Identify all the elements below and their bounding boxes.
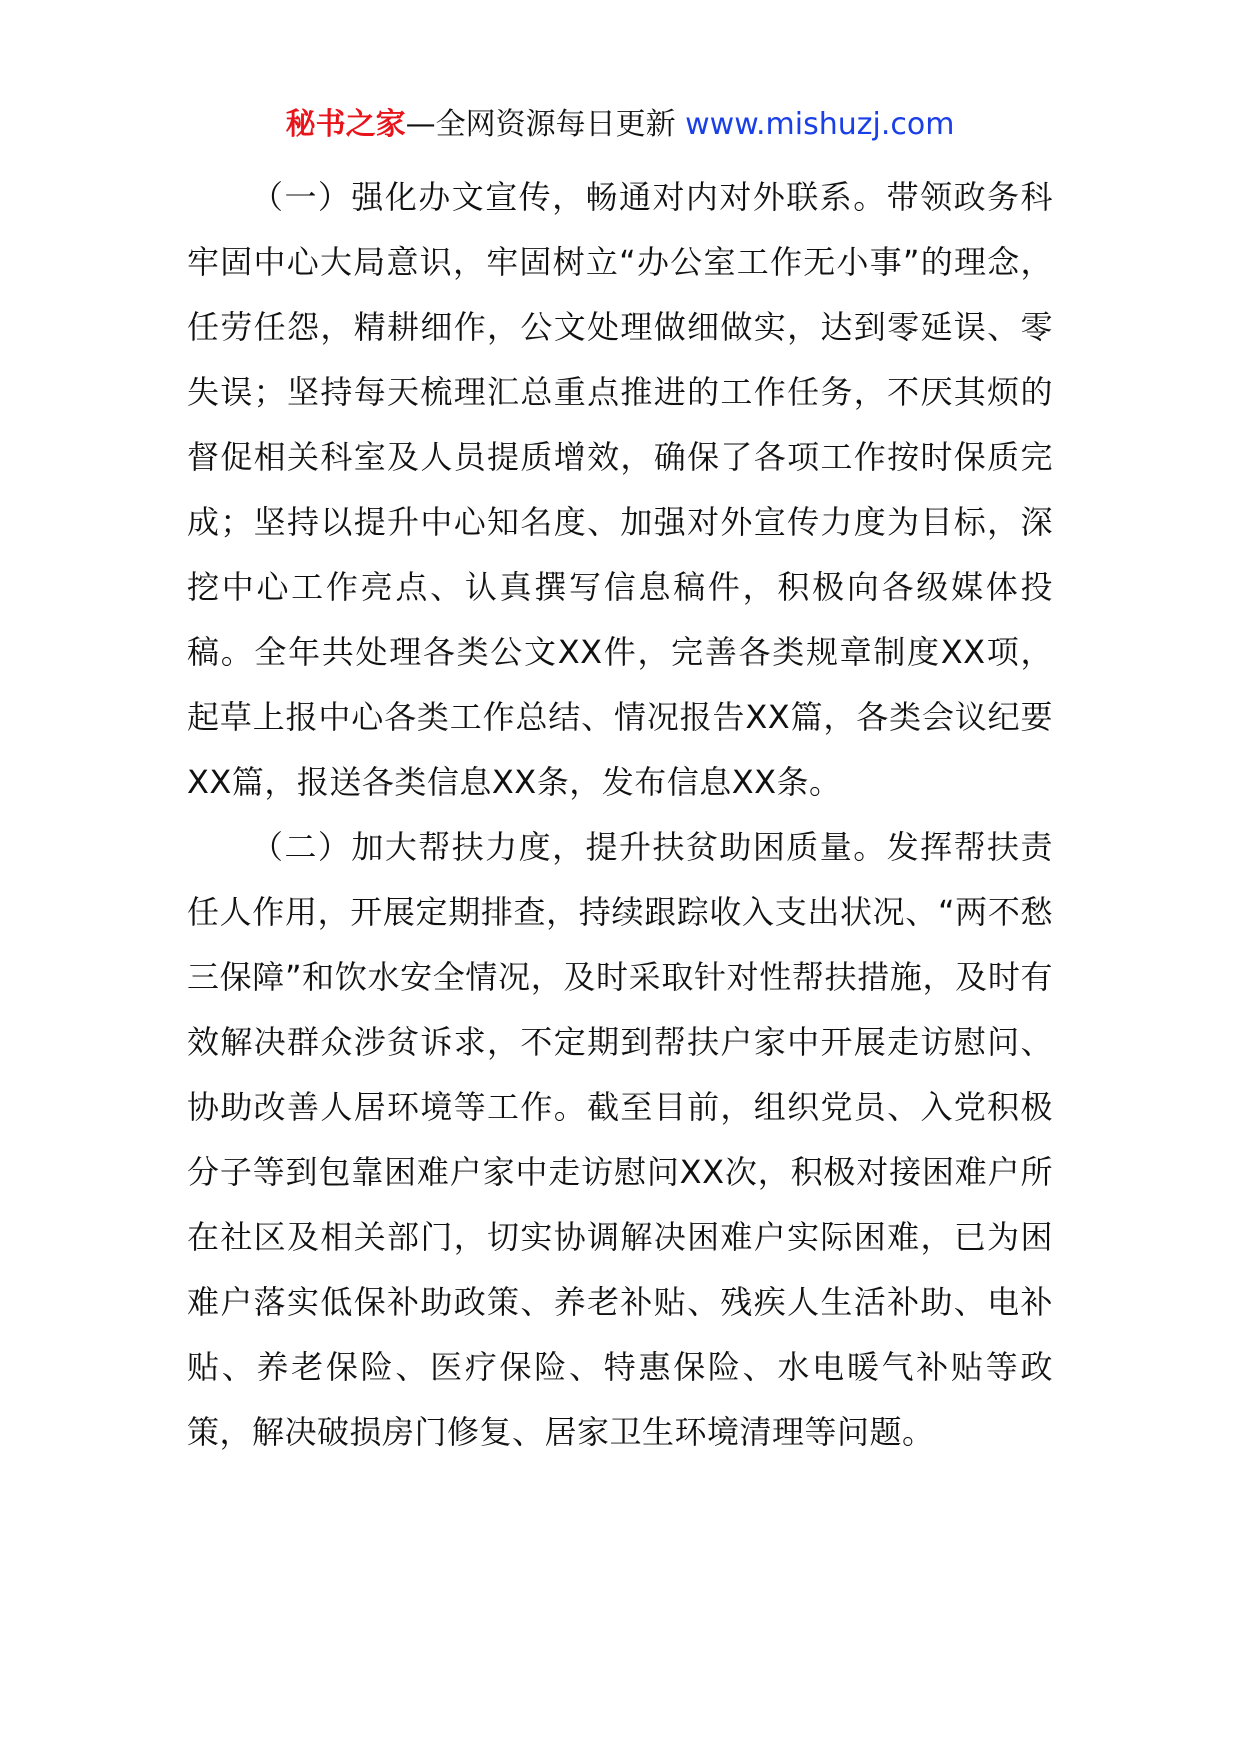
paragraph-2: （二）加大帮扶力度，提升扶贫助困质量。发挥帮扶责任人作用，开展定期排查，持续跟踪收入支出状况、“两不愁三保障”和饮水安全情况，及时采取针对性帮扶措施，及时有效解决群众涉贫诉求，不定期到帮扶户家中开展走访慰问、协助改善人居环境等工作。截至目前，组织党员、入党积极分子等到包靠困难户家中走访慰问XX次，积极对接困难户所在社区及相关部门，切实协调解决困难户实际困难，已为困难户落实低保补助政策、养老补贴、残疾人生活补助、电补贴、养老保险、医疗保险、特惠保险、水电暖气补贴等政策，解决破损房门修复、居家卫生环境清理等问题。 bbox=[187, 828, 1053, 1451]
watermark-header bbox=[0, 100, 1240, 150]
header-tagline: —全网资源每日更新 bbox=[405, 107, 686, 142]
brand-name: 秘书之家 bbox=[285, 107, 406, 142]
paragraph-1: （一）强化办文宣传，畅通对内对外联系。带领政务科牢固中心大局意识，牢固树立“办公室工作无小事”的理念，任劳任怨，精耕细作，公文处理做细做实，达到零延误、零失误；坚持每天梳理汇总重点推进的工作任务，不厌其烦的督促相关科室及人员提质增效，确保了各项工作按时保质完成；坚持以提升中心知名度、加强对外宣传力度为目标，深挖中心工作亮点、认真撰写信息稿件，积极向各级媒体投稿。全年共处理各类公文XX件，完善各类规章制度XX项，起草上报中心各类工作总结、情况报告XX篇，各类会议纪要XX篇，报送各类信息XX条，发布信息XX条。 bbox=[187, 178, 1053, 801]
document-body bbox=[187, 165, 1053, 1465]
site-url: www.mishuzj.com bbox=[685, 107, 955, 142]
